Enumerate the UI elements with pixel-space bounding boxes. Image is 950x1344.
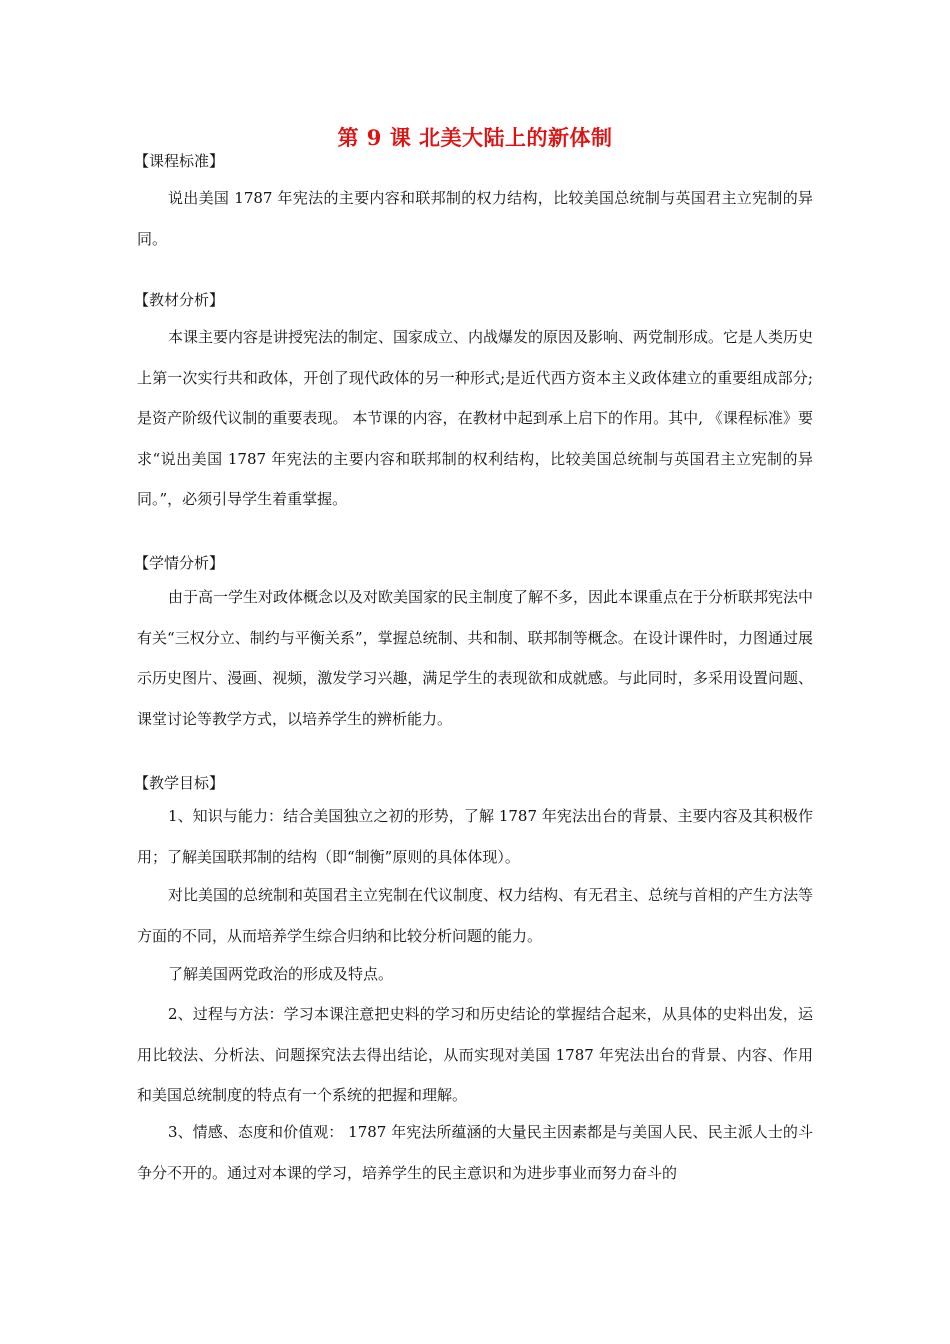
paragraph-learner-analysis: 由于高一学生对政体概念以及对欧美国家的民主制度了解不多，因此本课重点在于分析联邦宪法中有关“三权分立、制约与平衡关系”，掌握总统制、共和制、联邦制等概念。在设计课件时，力图通过展示历史图片、漫画、视频，激发学习兴趣，满足学生的表现欲和成就感。与此同时，多采用设置问题、课堂讨论等教学方式，以培养学生的辨析能力。 (137, 588, 814, 728)
paragraph-objective-process-method: 2、过程与方法：学习本课注意把史料的学习和历史结论的掌握结合起来，从具体的史料出发，运用比较法、分析法、问题探究法去得出结论，从而实现对美国 1787 年宪法出台的背景、内容、作用和美国总统制度的特点有一个系统的把握和理解。 (137, 1005, 813, 1104)
section-heading-curriculum-standard: 【课程标准】 (134, 152, 225, 170)
section-heading-teaching-objectives: 【教学目标】 (134, 774, 225, 792)
paragraph-objective-knowledge: 1、知识与能力：结合美国独立之初的形势，了解 1787 年宪法出台的背景、主要内容及其积极作用；了解美国联邦制的结构（即“制衡”原则的具体体现）。 (137, 807, 813, 866)
section-heading-textbook-analysis: 【教材分析】 (134, 291, 225, 309)
section-heading-learner-analysis: 【学情分析】 (134, 554, 225, 572)
paragraph-textbook-analysis: 本课主要内容是讲授宪法的制定、国家成立、内战爆发的原因及影响、两党制形成。它是人类历史上第一次实行共和政体，开创了现代政体的另一种形式;是近代西方资本主义政体建立的重要组成部分;是资产阶级代议制的重要表现。 本节课的内容，在教材中起到承上启下的作用。其中, 《课程标准》要求“说出美国 1787 年宪法的主要内容和联邦制的权利结构，比较美国总统制与英国君主立宪制的异同。”，必须引导学生着重掌握。 (137, 328, 814, 508)
paragraph-curriculum-standard: 说出美国 1787 年宪法的主要内容和联邦制的权力结构，比较美国总统制与英国君主立宪制的异同。 (137, 189, 813, 248)
paragraph-objective-comparison: 对比美国的总统制和英国君主立宪制在代议制度、权力结构、有无君主、总统与首相的产生方法等方面的不同，从而培养学生综合归纳和比较分析问题的能力。 (137, 886, 814, 945)
document-title: 第 9 课 北美大陆上的新体制 (337, 125, 613, 150)
paragraph-objective-values: 3、情感、态度和价值观： 1787 年宪法所蕴涵的大量民主因素都是与美国人民、民主派人士的斗争分不开的。通过对本课的学习，培养学生的民主意识和为进步事业而努力奋斗的 (137, 1123, 813, 1182)
paragraph-objective-two-party: 了解美国两党政治的形成及特点。 (168, 965, 394, 983)
